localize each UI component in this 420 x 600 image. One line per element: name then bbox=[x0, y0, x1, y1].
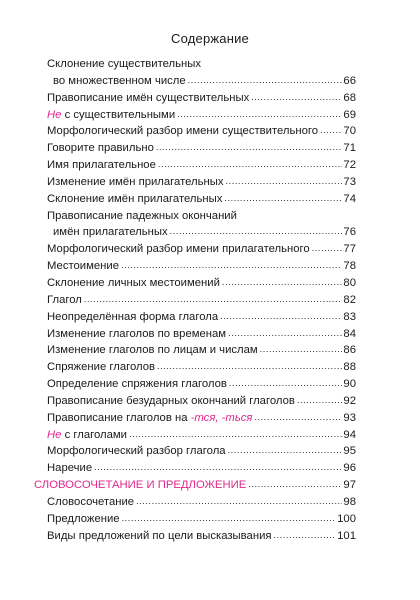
toc-entry-text bbox=[47, 191, 222, 208]
toc-page-number: 88 bbox=[343, 361, 356, 374]
toc-entry-label: Изменение имён прилагательных bbox=[47, 175, 224, 188]
toc-entry-text bbox=[47, 427, 127, 444]
toc-entry[interactable] bbox=[0, 460, 420, 477]
dot-leader bbox=[177, 108, 342, 118]
toc-entry-label: Предложение bbox=[47, 512, 120, 525]
toc-entry[interactable] bbox=[0, 342, 420, 359]
toc-entry-label: Правописание падежных окончаний bbox=[47, 209, 237, 222]
toc-page-number: 78 bbox=[343, 260, 356, 273]
dot-leader bbox=[260, 343, 343, 353]
toc-entry-text bbox=[47, 393, 295, 410]
toc-entry-text bbox=[47, 258, 119, 275]
toc-entry-text bbox=[47, 494, 134, 511]
toc-page-number: 76 bbox=[343, 226, 356, 239]
toc-entry-text bbox=[47, 410, 252, 427]
toc-entry-label: Спряжение глаголов bbox=[47, 361, 156, 374]
toc-entry-label: Глагол bbox=[47, 293, 82, 306]
dot-leader bbox=[228, 444, 343, 454]
toc-page-number: 94 bbox=[343, 428, 356, 441]
toc-entry-accent-suffix: -тся, -ться bbox=[190, 411, 253, 424]
toc-entry-label: с существительными bbox=[61, 108, 176, 121]
dot-leader bbox=[136, 495, 342, 505]
toc-entry-label: во множественном числе bbox=[53, 74, 186, 87]
toc-entry-text bbox=[47, 326, 226, 343]
toc-entry-accent: Не bbox=[47, 108, 62, 121]
toc-entry-text bbox=[53, 73, 186, 90]
toc-entry-text bbox=[47, 56, 201, 73]
toc-entry-text bbox=[47, 511, 120, 528]
toc-entry-label: Местоимение bbox=[47, 260, 119, 273]
toc-entry-text bbox=[47, 107, 175, 124]
dot-leader bbox=[224, 192, 342, 202]
dot-leader bbox=[226, 175, 343, 185]
dot-leader bbox=[156, 141, 343, 151]
toc-page-number: 93 bbox=[343, 411, 356, 424]
toc-entry-text bbox=[47, 90, 249, 107]
toc-entry-label: Правописание имён существительных bbox=[47, 91, 250, 104]
dot-leader bbox=[222, 276, 343, 286]
toc-entry[interactable] bbox=[0, 90, 420, 107]
toc-entry-label: Изменение глаголов по временам bbox=[47, 327, 227, 340]
toc-page-number: 90 bbox=[343, 378, 356, 391]
toc-entry-label: Говорите правильно bbox=[47, 142, 154, 155]
toc-entry-text bbox=[47, 292, 82, 309]
toc-page-number: 97 bbox=[343, 479, 356, 492]
dot-leader bbox=[251, 91, 342, 101]
toc-entry-text bbox=[47, 123, 318, 140]
toc-page-number: 100 bbox=[337, 512, 356, 525]
toc-page-number: 69 bbox=[343, 108, 356, 121]
toc-page-number: 80 bbox=[343, 276, 356, 289]
toc-entry[interactable] bbox=[0, 511, 420, 528]
toc-page-number: 74 bbox=[343, 192, 356, 205]
toc-entry-text bbox=[47, 157, 156, 174]
toc-page-number: 101 bbox=[337, 529, 356, 542]
toc-entry[interactable] bbox=[0, 140, 420, 157]
toc-entry[interactable] bbox=[0, 292, 420, 309]
dot-leader bbox=[248, 478, 342, 488]
toc-page-number: 96 bbox=[343, 462, 356, 475]
dot-leader bbox=[220, 310, 342, 320]
toc-entry[interactable] bbox=[0, 258, 420, 275]
toc-entry[interactable] bbox=[0, 410, 420, 427]
toc-page-number: 66 bbox=[343, 74, 356, 87]
toc-entry[interactable] bbox=[0, 191, 420, 208]
dot-leader bbox=[122, 512, 337, 522]
toc-section-label: СЛОВОСОЧЕТАНИЕ И ПРЕДЛОЖЕНИЕ bbox=[34, 479, 247, 492]
toc-entry-accent: Не bbox=[47, 428, 62, 441]
toc-entry[interactable] bbox=[0, 359, 420, 376]
dot-leader bbox=[94, 461, 342, 471]
toc-entry-text bbox=[34, 477, 246, 494]
toc-entry-label: Наречие bbox=[47, 462, 93, 475]
toc-page-number: 68 bbox=[343, 91, 356, 104]
toc-entry[interactable] bbox=[0, 443, 420, 460]
dot-leader bbox=[297, 394, 343, 404]
dot-leader bbox=[228, 327, 342, 337]
toc-entry-text bbox=[47, 275, 220, 292]
toc-entry[interactable] bbox=[0, 208, 420, 225]
toc-entry-label: Морфологический разбор глагола bbox=[47, 445, 226, 458]
dot-leader bbox=[254, 411, 342, 421]
toc-page-number: 84 bbox=[343, 327, 356, 340]
toc-entry-text bbox=[47, 140, 154, 157]
toc-entry-label: Словосочетание bbox=[47, 495, 135, 508]
toc-entry[interactable] bbox=[0, 56, 420, 73]
toc-entry-label: Морфологический разбор имени существительного bbox=[47, 125, 319, 138]
toc-page-number: 77 bbox=[343, 243, 356, 256]
toc-entry-text bbox=[47, 174, 224, 191]
toc-entry-text bbox=[53, 224, 168, 241]
toc-entry-label: Имя прилагательное bbox=[47, 159, 156, 172]
toc-entry-text bbox=[47, 342, 258, 359]
toc-entry-text bbox=[47, 309, 218, 326]
toc-page-number: 72 bbox=[343, 159, 356, 172]
toc-entry-label: Склонение существительных bbox=[47, 58, 202, 70]
toc-entry-text bbox=[47, 460, 92, 477]
toc-entry-label: Виды предложений по цели высказывания bbox=[47, 529, 272, 542]
toc-page-number: 71 bbox=[343, 142, 356, 155]
toc-entry[interactable] bbox=[0, 309, 420, 326]
dot-leader bbox=[157, 360, 342, 370]
toc-entry[interactable] bbox=[0, 107, 420, 124]
toc-entry[interactable] bbox=[0, 494, 420, 511]
dot-leader bbox=[274, 529, 337, 539]
toc-entry[interactable] bbox=[0, 123, 420, 140]
toc-page-number: 92 bbox=[343, 394, 356, 407]
toc-entry[interactable] bbox=[0, 224, 420, 241]
dot-leader bbox=[129, 428, 342, 438]
toc-entry-label: Неопределённая форма глагола bbox=[47, 310, 219, 323]
dot-leader bbox=[229, 377, 343, 387]
toc-entry-label: Изменение глаголов по лицам и числам bbox=[47, 344, 258, 357]
toc-entry-text bbox=[47, 208, 237, 225]
toc-entry-text bbox=[47, 376, 227, 393]
toc-page-number: 98 bbox=[343, 495, 356, 508]
toc-entry[interactable] bbox=[0, 275, 420, 292]
dot-leader bbox=[320, 124, 342, 134]
toc-page-number: 73 bbox=[343, 175, 356, 188]
toc-entry[interactable] bbox=[0, 241, 420, 258]
toc-entry[interactable] bbox=[0, 326, 420, 343]
toc-entry[interactable] bbox=[0, 157, 420, 174]
dot-leader bbox=[158, 158, 343, 168]
toc-entry-text bbox=[47, 359, 155, 376]
toc-page-number: 86 bbox=[343, 344, 356, 357]
toc-entry-label: Правописание глаголов на bbox=[47, 411, 191, 424]
toc-entry[interactable] bbox=[0, 73, 420, 90]
toc-entry-text bbox=[47, 528, 272, 545]
toc-entry[interactable] bbox=[0, 376, 420, 393]
toc-section-heading[interactable] bbox=[0, 477, 420, 494]
toc-entry-label: имён прилагательных bbox=[53, 226, 168, 239]
toc-entry-text bbox=[47, 241, 310, 258]
toc-entry-label: Правописание безударных окончаний глаголов bbox=[47, 394, 295, 407]
toc-entry-label: Определение спряжения глаголов bbox=[47, 378, 227, 391]
table-of-contents bbox=[0, 56, 420, 544]
toc-entry-label: Морфологический разбор имени прилагательного bbox=[47, 243, 310, 256]
toc-entry-text bbox=[47, 443, 226, 460]
toc-page-number: 82 bbox=[343, 293, 356, 306]
page-title: Содержание bbox=[171, 31, 249, 46]
toc-entry-label: с глаголами bbox=[61, 428, 127, 441]
toc-page-number: 83 bbox=[343, 310, 356, 323]
toc-page-number: 70 bbox=[343, 125, 356, 138]
dot-leader bbox=[84, 293, 343, 303]
toc-entry[interactable] bbox=[0, 393, 420, 410]
dot-leader bbox=[312, 242, 343, 252]
toc-entry[interactable] bbox=[0, 528, 420, 545]
toc-page-number: 95 bbox=[343, 445, 356, 458]
toc-entry[interactable] bbox=[0, 174, 420, 191]
toc-entry-label: Склонение имён прилагательных bbox=[47, 192, 223, 205]
toc-entry-label: Склонение личных местоимений bbox=[47, 276, 220, 289]
dot-leader bbox=[188, 74, 343, 84]
dot-leader bbox=[121, 259, 342, 269]
toc-entry[interactable] bbox=[0, 427, 420, 444]
dot-leader bbox=[170, 225, 343, 235]
